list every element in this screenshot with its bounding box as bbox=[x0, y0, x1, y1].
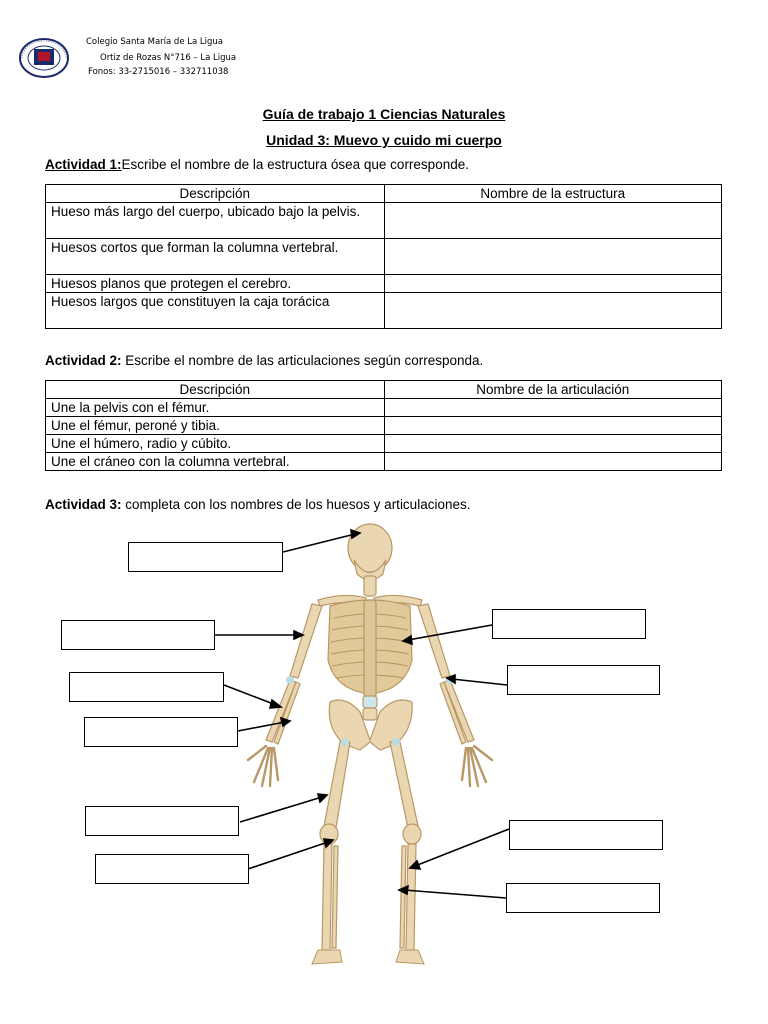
label-box-skull[interactable] bbox=[128, 542, 283, 572]
description-cell: Une el fémur, peroné y tibia. bbox=[46, 417, 385, 435]
column-header: Descripción bbox=[46, 381, 385, 399]
column-header: Descripción bbox=[46, 185, 385, 203]
description-cell: Une la pelvis con el fémur. bbox=[46, 399, 385, 417]
description-cell: Une el húmero, radio y cúbito. bbox=[46, 435, 385, 453]
school-phones: Fonos: 33-2715016 – 332711038 bbox=[88, 67, 229, 77]
page-title: Guía de trabajo 1 Ciencias Naturales bbox=[262, 106, 506, 122]
activity2-instruction: Escribe el nombre de las articulaciones según corresponda. bbox=[125, 353, 484, 368]
column-header: Nombre de la estructura bbox=[384, 185, 722, 203]
label-box-knee[interactable] bbox=[95, 854, 249, 884]
label-box-ribs[interactable] bbox=[492, 609, 646, 639]
page-subtitle: Unidad 3: Muevo y cuido mi cuerpo bbox=[266, 132, 502, 148]
label-box-wrist[interactable] bbox=[507, 665, 660, 695]
label-box-forearm[interactable] bbox=[84, 717, 238, 747]
school-address: Ortiz de Rozas N°716 – La Ligua bbox=[100, 53, 237, 63]
description-cell: Huesos largos que constituyen la caja torácica bbox=[46, 293, 385, 329]
label-box-femur[interactable] bbox=[85, 806, 239, 836]
activity2-label: Actividad 2: bbox=[45, 353, 122, 368]
label-box-elbow[interactable] bbox=[69, 672, 224, 702]
description-cell: Hueso más largo del cuerpo, ubicado bajo la pelvis. bbox=[46, 203, 385, 239]
school-name: Colegio Santa María de La Ligua bbox=[86, 37, 223, 47]
label-box-humerus[interactable] bbox=[61, 620, 215, 650]
activity3-instruction: completa con los nombres de los huesos y articulaciones. bbox=[125, 497, 471, 512]
activity1-instruction: Escribe el nombre de la estructura ósea que corresponde. bbox=[121, 157, 469, 172]
description-cell: Huesos cortos que forman la columna vertebral. bbox=[46, 239, 385, 275]
description-cell: Une el cráneo con la columna vertebral. bbox=[46, 453, 385, 471]
label-box-tibia[interactable] bbox=[509, 820, 663, 850]
description-cell: Huesos planos que protegen el cerebro. bbox=[46, 275, 385, 293]
label-box-fibula[interactable] bbox=[506, 883, 660, 913]
column-header: Nombre de la articulación bbox=[384, 381, 722, 399]
activity3-label: Actividad 3: bbox=[45, 497, 122, 512]
activity1-label: Actividad 1: bbox=[45, 157, 122, 172]
